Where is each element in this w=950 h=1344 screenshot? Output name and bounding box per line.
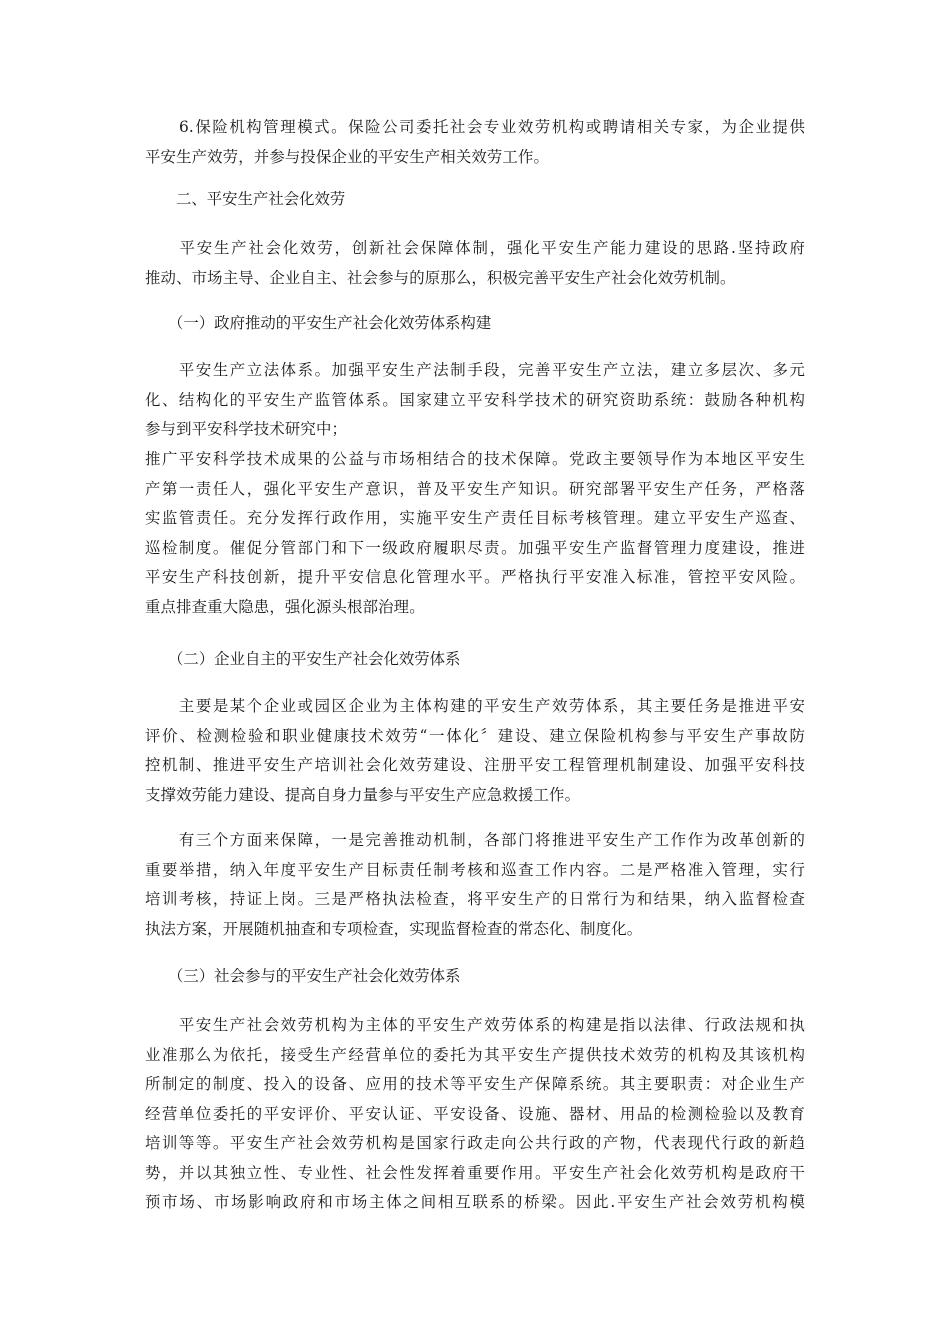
text-line: 实监管责任。充分发挥行政作用，实施平安生产责任目标考核管理。建立平安生产巡查、 <box>145 509 805 527</box>
text-line: 重点排查重大隐患，强化源头根部治理。 <box>145 597 425 616</box>
text-line: 有三个方面来保障，一是完善推动机制，各部门将推进平安生产工作作为改革创新的 <box>145 831 805 849</box>
text-line: 化、结构化的平安生产监管体系。国家建立平安科学技术的研究资助系统：鼓励各种机构 <box>145 390 805 409</box>
text-line: 培训考核，持证上岗。三是严格执法检查，将平安生产的日常行为和结果，纳入监督检查 <box>145 890 805 908</box>
text-line: 推动、市场主导、企业自主、社会参与的原那么，积极完善平安生产社会化效劳机制。 <box>145 268 736 287</box>
text-line: 评价、检测检验和职业健康技术效劳“一体化〞建设、建立保险机构参与平安生产事故防 <box>145 726 805 745</box>
text-line: 平安生产社会化效劳，创新社会保障体制，强化平安生产能力建设的思路.坚持政府 <box>145 239 805 257</box>
text-line: 控机制、推进平安生产培训社会化效劳建设、注册平安工程管理机制建设、加强平安科技 <box>145 756 805 774</box>
paragraph-three-guarantees <box>145 826 805 944</box>
text-line: 主要是某个企业或园区企业为主体构建的平安生产效劳体系，其主要任务是推进平安 <box>145 697 805 715</box>
paragraph-insurance-model <box>145 113 805 172</box>
text-line: 平安生产科技创新，提升平安信息化管理水平。严格执行平安准入标准，管控平安风险。 <box>145 568 805 586</box>
subsection-heading-3: （三）社会参与的平安生产社会化效劳体系 <box>168 967 461 985</box>
text-line: 平安生产立法体系。加强平安生产法制手段，完善平安生产立法，建立多层次、多元 <box>145 361 805 379</box>
text-line: 巡检制度。催促分管部门和下一级政府履职尽责。加强平安生产监督管理力度建设，推进 <box>145 538 805 557</box>
text-line: 平安生产社会效劳机构为主体的平安生产效劳体系的构建是指以法律、行政法规和执 <box>145 1016 805 1034</box>
text-line: 产第一责任人，强化平安生产意识，普及平安生产知识。研究部署平安生产任务，严格落 <box>145 479 805 498</box>
section-heading-2: 二、平安生产社会化效劳 <box>176 190 346 208</box>
text-line: 重要举措，纳入年度平安生产目标责任制考核和巡查工作内容。二是严格准入管理，实行 <box>145 860 805 879</box>
text-line: 参与到平安科学技术研究中； <box>145 420 348 438</box>
paragraph-legislation-system <box>145 356 805 445</box>
text-line: 培训等等。平安生产社会效劳机构是国家行政走向公共行政的产物，代表现代行政的新趋 <box>145 1134 805 1152</box>
paragraph-social-participation <box>145 1011 805 1218</box>
text-line: 经营单位委托的平安评价、平安认证、平安设备、设施、器材、用品的检测检验以及教育 <box>145 1104 805 1123</box>
paragraph-enterprise-system <box>145 692 805 810</box>
text-line: 支撑效劳能力建设、提高自身力量参与平安生产应急救援工作。 <box>145 785 581 804</box>
subsection-heading-2: （二）企业自主的平安生产社会化效劳体系 <box>168 650 461 668</box>
text-line: 预市场、市场影响政府和市场主体之间相互联系的桥梁。因此.平安生产社会效劳机构模 <box>145 1193 805 1211</box>
paragraph-technology-promotion <box>145 445 805 622</box>
text-line: 所制定的制度、投入的设备、应用的技术等平安生产保障系统。其主要职责：对企业生产 <box>145 1075 805 1093</box>
paragraph-social-service-intro <box>145 234 805 293</box>
subsection-heading-1: （一）政府推动的平安生产社会化效劳体系构建 <box>168 314 492 332</box>
text-line: 势，并以其独立性、专业性、社会性发挥着重要作用。平安生产社会化效劳机构是政府干 <box>145 1163 805 1182</box>
text-line: 推广平安科学技术成果的公益与市场相结合的技术保障。党政主要领导作为本地区平安生 <box>145 450 805 468</box>
text-line: 6.保险机构管理模式。保险公司委托社会专业效劳机构或聘请相关专家，为企业提供 <box>145 118 805 136</box>
text-line: 平安生产效劳，并参与投保企业的平安生产相关效劳工作。 <box>145 147 550 166</box>
text-line: 业准那么为依托，接受生产经营单位的委托为其平安生产提供技术效劳的机构及其该机构 <box>145 1045 805 1064</box>
text-line: 执法方案，开展随机抽查和专项检查，实现监督检查的常态化、制度化。 <box>145 919 643 938</box>
